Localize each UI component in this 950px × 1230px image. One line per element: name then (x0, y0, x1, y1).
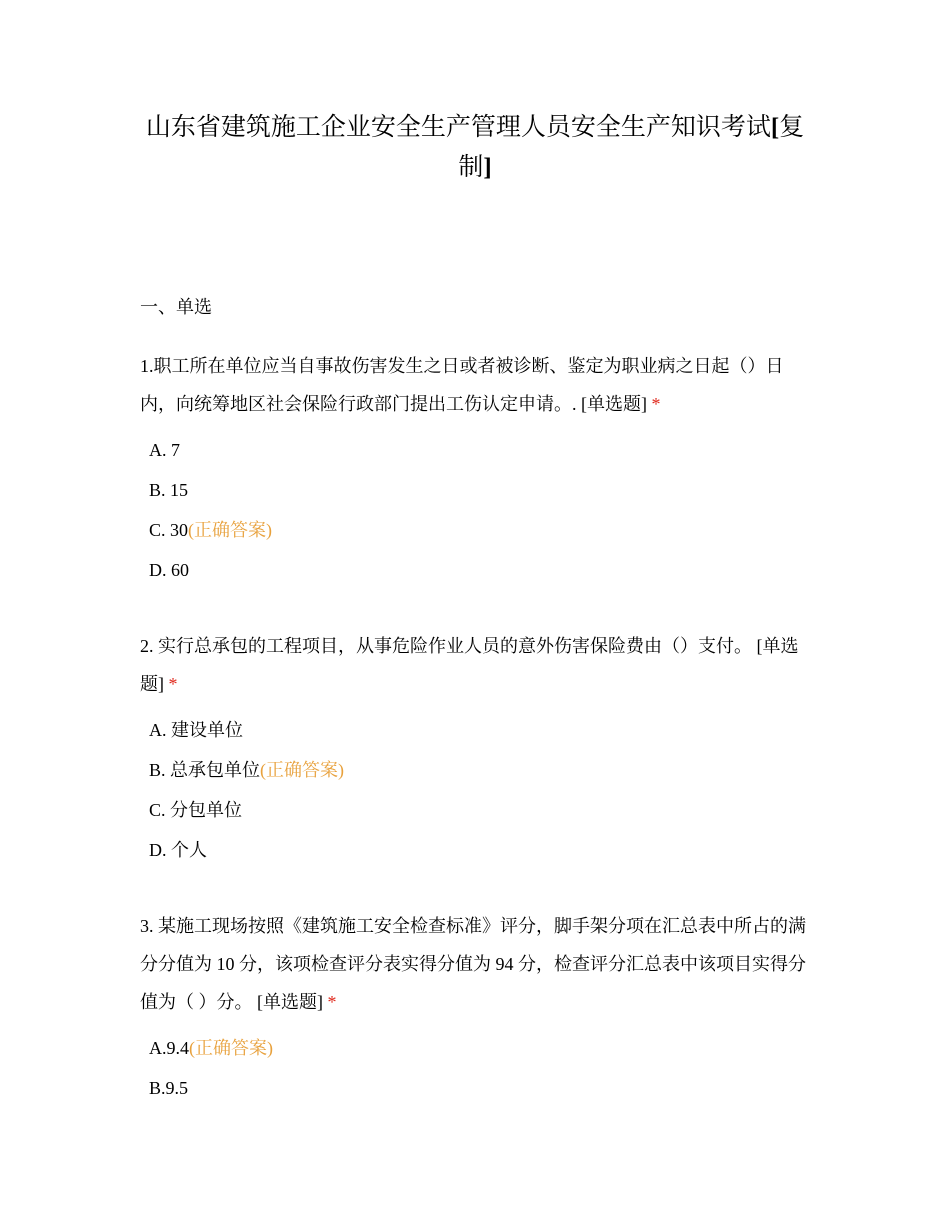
option-label: A.9.4 (149, 1038, 189, 1058)
document-title (140, 108, 810, 188)
question-3-option-a[interactable] (149, 1034, 273, 1062)
title-main: 山东省建筑施工企业安全生产管理人员安全生产知识考试 (145, 114, 771, 141)
option-label: D. 60 (149, 560, 189, 580)
title-bracket-word1: 复 (779, 114, 805, 141)
question-1-option-b[interactable] (149, 476, 188, 504)
question-3 (140, 907, 812, 1021)
correct-answer-tag: (正确答案) (188, 520, 273, 540)
required-mark: * (327, 992, 337, 1012)
question-3-text: 3. 某施工现场按照《建筑施工安全检查标准》评分，脚手架分项在汇总表中所占的满分分值为 10 分，该项检查评分表实得分值为 94 分，检查评分汇总表中该项目实得分值为（ ）分。 [单选题] (140, 916, 806, 1012)
question-1-text: 1.职工所在单位应当自事故伤害发生之日或者被诊断、鉴定为职业病之日起（）日内，向统筹地区社会保险行政部门提出工伤认定申请。. [单选题] (140, 356, 784, 414)
question-1-option-c[interactable] (149, 516, 272, 544)
option-label: B. 总承包单位 (149, 760, 261, 780)
required-mark: * (651, 394, 661, 414)
option-label: D. 个人 (149, 840, 207, 860)
question-1-option-a[interactable] (149, 436, 180, 464)
title-bracket-open: [ (770, 114, 780, 141)
question-2-text: 2. 实行总承包的工程项目，从事危险作业人员的意外伤害保险费由（）支付。 [单选题] (140, 636, 799, 694)
option-label: C. 分包单位 (149, 800, 243, 820)
option-label: C. 30 (149, 520, 189, 540)
title-bracket-word2: 制 (458, 154, 484, 181)
question-1 (140, 347, 812, 423)
question-2-option-a[interactable] (149, 716, 243, 744)
option-label: A. 7 (149, 440, 180, 460)
correct-answer-tag: (正确答案) (189, 1038, 273, 1058)
title-bracket-close: ] (483, 154, 492, 181)
question-2-option-d[interactable] (149, 836, 207, 864)
section-heading: 一、单选 (140, 297, 212, 317)
correct-answer-tag: (正确答案) (260, 760, 345, 780)
question-3-option-b[interactable] (149, 1074, 188, 1102)
option-label: B.9.5 (149, 1078, 189, 1098)
option-label: B. 15 (149, 480, 189, 500)
option-label: A. 建设单位 (149, 720, 243, 740)
question-2 (140, 627, 812, 703)
question-1-option-d[interactable] (149, 556, 189, 584)
question-2-option-b[interactable] (149, 756, 344, 784)
required-mark: * (168, 674, 178, 694)
question-2-option-c[interactable] (149, 796, 242, 824)
